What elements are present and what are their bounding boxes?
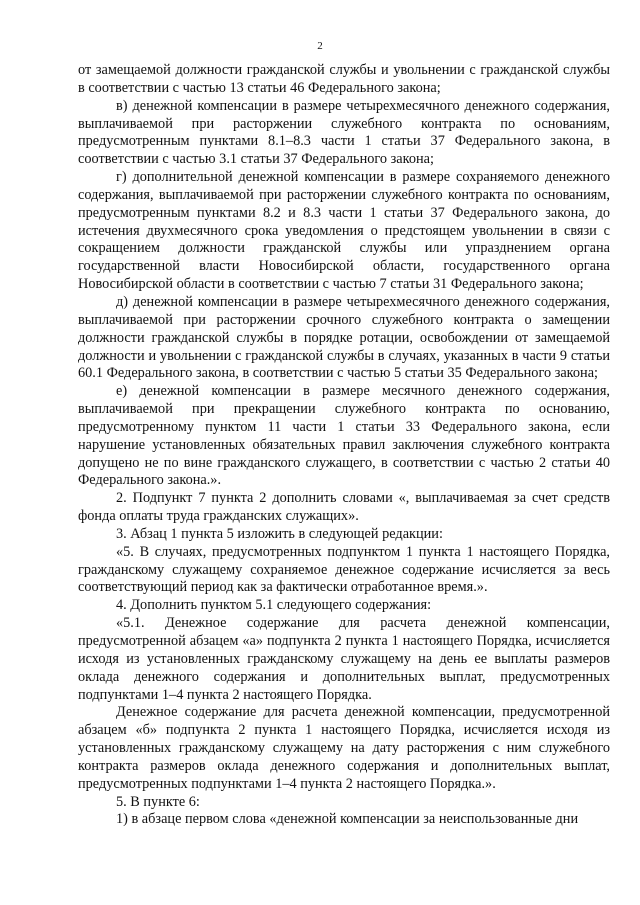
paragraph: г) дополнительной денежной компенсации в размере сохраняемого денежного содержания, выплачиваемой при расторжении служебного контракта по основаниям, предусмотренным пунктами 8.2 и 8.3 части 1 статьи 37 Федерального закона, до истечения двухмесячного срока уведомления о предстоящем увольнении в связи с сокращением должности гражданской службы или упразднением органа государственной власти Новосибирской области, государственного органа Новосибирской области в соответствии с частью 7 статьи 31 Федерального закона;: [78, 169, 610, 293]
paragraph: в) денежной компенсации в размере четырехмесячного денежного содержания, выплачиваемой при расторжении служебного контракта по основаниям, предусмотренным пунктами 8.1–8.3 части 1 статьи 37 Федерального закона, в соответствии с частью 3.1 статьи 37 Федерального закона;: [78, 97, 610, 168]
paragraph: 4. Дополнить пунктом 5.1 следующего содержания:: [116, 597, 432, 614]
paragraph: «5. В случаях, предусмотренных подпунктом 1 пункта 1 настоящего Порядка, гражданскому служащему сохраняемое денежное содержание исчисляется за весь соответствующий период как за фактически отработанное время.».: [78, 543, 610, 596]
document-body: [78, 62, 610, 829]
page-number: 2: [317, 40, 323, 52]
paragraph: 5. В пункте 6:: [116, 793, 200, 810]
paragraph: д) денежной компенсации в размере четырехмесячного денежного содержания, выплачиваемой при расторжении срочного служебного контракта о замещении должности гражданской службы в порядке ротации, освобождении от замещаемой должности и увольнении с гражданской службы в случаях, указанных в части 9 статьи 60.1 Федерального закона, в соответствии с частью 5 статьи 35 Федерального закона;: [78, 293, 610, 382]
paragraph: от замещаемой должности гражданской службы и увольнении с гражданской службы в соответствии с частью 13 статьи 46 Федерального закона;: [78, 62, 610, 96]
paragraph: 2. Подпункт 7 пункта 2 дополнить словами «, выплачиваемая за счет средств фонда оплаты труда гражданских служащих».: [78, 490, 610, 525]
paragraph: «5.1. Денежное содержание для расчета денежной компенсации, предусмотренной абзацем «а» подпункта 2 пункта 1 настоящего Порядка, исчисляется исходя из установленных гражданскому служащему на день ее выплаты размеров оклада денежного содержания и дополнительных выплат, предусмотренных подпунктами 1–4 пункта 2 настоящего Порядка.: [78, 615, 610, 703]
paragraph: Денежное содержание для расчета денежной компенсации, предусмотренной абзацем «б» подпункта 2 пункта 1 настоящего Порядка, исчисляется исходя из установленных гражданскому служащему на дату расторжения с ним служебного контракта размеров оклада денежного содержания и дополнительных выплат, предусмотренных подпунктами 1–4 пункта 2 настоящего Порядка.».: [78, 704, 610, 792]
paragraph: 1) в абзаце первом слова «денежной компенсации за неиспользованные дни: [116, 811, 579, 828]
paragraph: 3. Абзац 1 пункта 5 изложить в следующей редакции:: [116, 525, 443, 542]
paragraph: е) денежной компенсации в размере месячного денежного содержания, выплачиваемой при прекращении служебного контракта по основанию, предусмотренному пунктом 11 части 1 статьи 33 Федерального закона, если нарушение установленных обязательных правил заключения служебного контракта допущено не по вине гражданского служащего, в соответствии с частью 2 статьи 40 Федерального закона.».: [78, 383, 610, 489]
